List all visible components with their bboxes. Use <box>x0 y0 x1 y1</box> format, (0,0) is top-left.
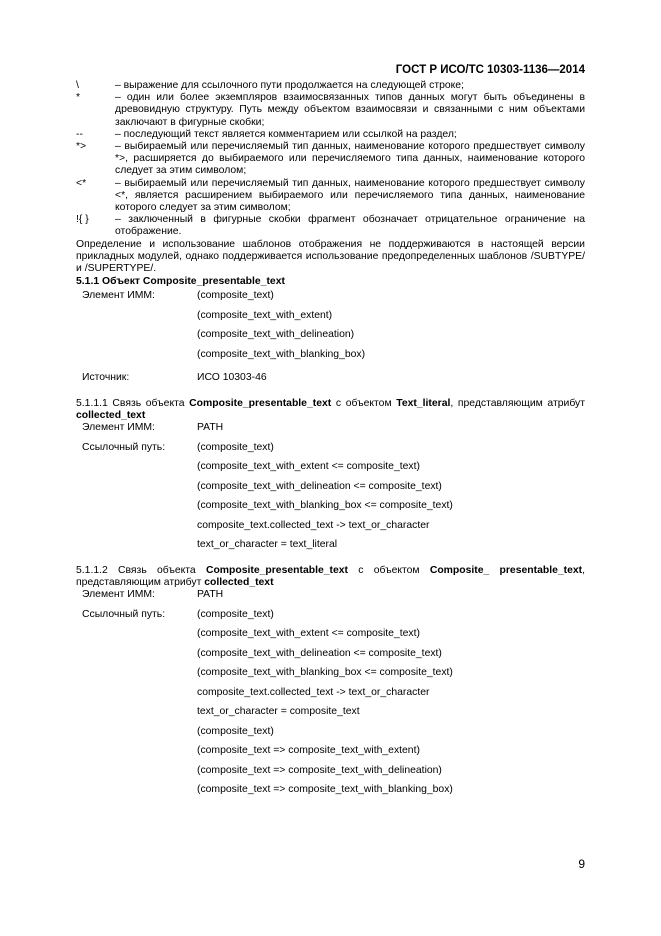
document-header: ГОСТ Р ИСО/ТС 10303-1136—2014 <box>395 64 585 76</box>
row-value: text_or_character = text_literal <box>197 539 338 551</box>
row-value: text_or_character = composite_text <box>197 706 360 718</box>
sub2-mid: с объектом <box>348 564 430 576</box>
definition-text: – последующий текст является комментарием или ссылкой на раздел; <box>115 128 457 140</box>
sub1-suffix: , представляющим атрибут <box>450 397 586 409</box>
value-row <box>76 726 585 746</box>
page-content <box>76 80 585 804</box>
definition-symbol: * <box>76 92 81 104</box>
definition-item <box>76 178 585 215</box>
note-paragraph <box>76 239 585 276</box>
row-value: (composite_text_with_blanking_box) <box>197 348 366 360</box>
value-row <box>76 628 585 648</box>
row-value: (composite_text_with_extent <= composite_text) <box>197 628 420 640</box>
definition-item <box>76 141 585 178</box>
value-row <box>76 481 585 501</box>
row-value: (composite_text) <box>197 608 274 620</box>
section-title: 5.1.1 Объект Composite_presentable_text <box>76 276 285 288</box>
value-row <box>76 784 585 804</box>
sub1-aim-value: PATH <box>197 422 224 434</box>
sub1-path-block <box>76 442 585 559</box>
sub2-attr: collected_text <box>204 577 274 589</box>
sub2-obj2: Composite_ presentable_text <box>429 564 583 576</box>
row-value: (composite_text => composite_text_with_blanking_box) <box>197 784 453 796</box>
row-value: (composite_text_with_extent <= composite_text) <box>197 461 420 473</box>
row-value: (composite_text_with_blanking_box <= composite_text) <box>197 500 453 512</box>
sub2-suffix: , представляющим атрибут <box>76 564 586 589</box>
value-row <box>76 745 585 765</box>
sub2-aim-label: Элемент ИММ: <box>82 589 155 601</box>
sub2-obj1: Composite_presentable_text <box>205 564 349 576</box>
row-value: (composite_text) <box>197 441 274 453</box>
row-value: (composite_text => composite_text_with_extent) <box>197 745 420 757</box>
source-value: ИСО 10303-46 <box>197 372 267 384</box>
section-aim-block <box>76 290 585 368</box>
value-row <box>76 765 585 785</box>
definition-symbol: !{ } <box>76 214 89 226</box>
sub1-obj2: Text_literal <box>396 397 451 409</box>
sub2-prefix: 5.1.1.2 Связь объекта <box>76 564 206 576</box>
sub1-mid: с объектом <box>331 397 397 409</box>
row-label: Ссылочный путь: <box>82 441 166 453</box>
row-value: composite_text.collected_text -> text_or_character <box>197 686 430 698</box>
row-value: (composite_text_with_delineation <= composite_text) <box>197 647 442 659</box>
definition-text: – один или более экземпляров взаимосвязанных типов данных могут быть объединены в древовидную структуру. Путь между объектом взаимосвязи и связанными с ним объектами заключают в фигурные скобки; <box>115 92 585 128</box>
row-value: (composite_text_with_delineation <= composite_text) <box>197 480 442 492</box>
definition-text: – выбираемый или перечисляемый тип данных, наименование которого предшествует символу <*, является расширением выбираемого или перечисляемого типа данных, наименование которого следует за этим символом; <box>115 177 585 214</box>
row-value: (composite_text_with_delineation) <box>197 329 355 341</box>
sub1-aim-row <box>76 422 585 442</box>
definition-item <box>76 80 585 92</box>
subclause-2-heading <box>76 565 585 589</box>
definition-item <box>76 92 585 129</box>
definition-symbol: -- <box>76 128 83 140</box>
value-row <box>76 520 585 540</box>
subclause-1-heading <box>76 398 585 422</box>
value-row <box>76 667 585 687</box>
definition-symbol: *> <box>76 141 87 153</box>
definition-text: – заключенный в фигурные скобки фрагмент обозначает отрицательное ограничение на отображение. <box>115 214 585 238</box>
value-row <box>76 329 585 349</box>
row-value: (composite_text) <box>197 290 274 302</box>
page-number: 9 <box>578 857 585 871</box>
definition-symbol: \ <box>76 80 79 91</box>
value-row <box>76 461 585 481</box>
section-source-row <box>76 372 585 392</box>
source-label: Источник: <box>82 372 130 384</box>
value-row <box>76 687 585 707</box>
value-row <box>76 609 585 629</box>
row-label: Ссылочный путь: <box>82 608 166 620</box>
definition-list <box>76 80 585 239</box>
row-value: (composite_text_with_blanking_box <= composite_text) <box>197 667 453 679</box>
sub2-path-block <box>76 609 585 804</box>
definition-item <box>76 214 585 238</box>
value-row <box>76 310 585 330</box>
row-value: composite_text.collected_text -> text_or_character <box>197 519 430 531</box>
sub2-aim-row <box>76 589 585 609</box>
value-row <box>76 539 585 559</box>
row-label: Элемент ИММ: <box>82 290 155 302</box>
definition-item <box>76 129 585 141</box>
sub1-attr: collected_text <box>76 410 146 422</box>
sub1-aim-label: Элемент ИММ: <box>82 422 155 434</box>
value-row <box>76 442 585 462</box>
value-row <box>76 349 585 369</box>
sub1-obj1: Composite_presentable_text <box>189 397 332 409</box>
value-row <box>76 500 585 520</box>
sub1-prefix: 5.1.1.1 Связь объекта <box>76 397 190 409</box>
definition-text: – выражение для ссылочного пути продолжается на следующей строке; <box>115 80 464 91</box>
row-value: (composite_text_with_extent) <box>197 309 333 321</box>
value-row <box>76 706 585 726</box>
definition-text: – выбираемый или перечисляемый тип данных, наименование которого предшествует символу *>, расширяется до выбираемого или перечисляемого типа данных, наименование которого следует за этим символом; <box>115 141 585 177</box>
value-row <box>76 290 585 310</box>
note-text: Определение и использование шаблонов отображения не поддерживаются в настоящей версии прикладных модулей, однако поддерживается использование предопределенных шаблонов /SUBTYPE/ и /SUPERTYPE/. <box>76 238 585 275</box>
value-row <box>76 648 585 668</box>
row-value: (composite_text => composite_text_with_delineation) <box>197 764 442 776</box>
definition-symbol: <* <box>76 177 87 189</box>
sub2-aim-value: PATH <box>197 589 224 601</box>
row-value: (composite_text) <box>197 725 274 737</box>
